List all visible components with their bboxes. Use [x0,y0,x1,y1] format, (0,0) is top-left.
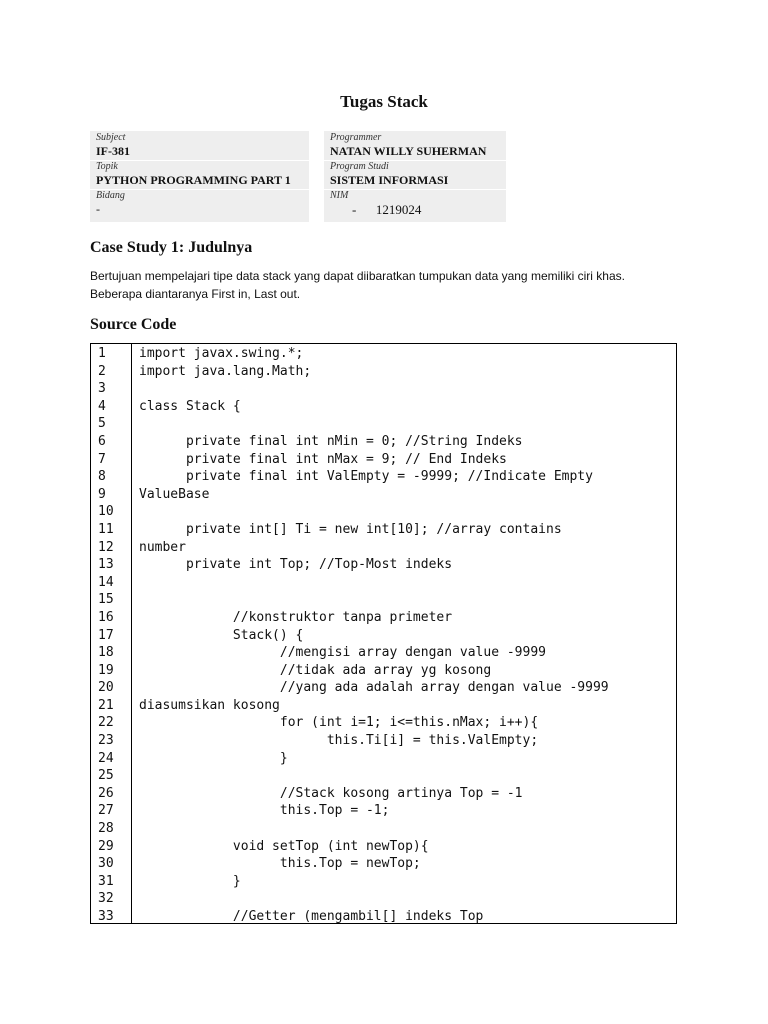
line-number: 3 [98,381,106,397]
line-number: 13 [98,557,114,573]
line-number: 32 [98,891,114,907]
bidang-value: - [96,202,100,216]
code-line: Stack() { [139,627,304,643]
line-number: 18 [98,645,114,661]
subject-cell [90,131,309,161]
line-number: 25 [98,768,114,784]
code-column-divider [131,344,132,923]
code-line: //konstruktor tanpa primeter [139,609,453,625]
line-number: 2 [98,363,106,379]
line-number: 4 [98,398,106,414]
info-block-right [324,131,506,222]
line-number: 5 [98,416,106,432]
bidang-cell [90,190,309,221]
divider [90,160,309,161]
line-number: 9 [98,486,106,502]
line-number: 22 [98,715,114,731]
page-title: Tugas Stack [340,92,428,111]
code-line [139,503,675,521]
code-line: class Stack { [139,398,241,414]
divider [90,189,309,190]
code-line: void setTop (int newTop){ [139,838,429,854]
line-number: 7 [98,451,106,467]
line-number: 33 [98,909,114,924]
code-line [139,890,675,908]
line-number: 12 [98,539,114,555]
programmer-value: NATAN WILLY SUHERMAN [330,144,487,158]
prodi-label: Program Studi [330,161,389,172]
code-line: this.Top = newTop; [139,856,421,872]
code-line: private final int nMax = 9; // End Indeks [139,451,507,467]
line-number: 23 [98,733,114,749]
topik-label: Topik [96,161,118,172]
line-number: 29 [98,838,114,854]
code-line: this.Ti[i] = this.ValEmpty; [139,733,539,749]
line-number: 1 [98,346,106,361]
code-line [139,767,675,785]
code-line [139,415,675,433]
programmer-cell [324,131,506,161]
nim-cell [324,190,506,221]
line-number: 16 [98,609,114,625]
line-number: 26 [98,785,114,801]
code-line: private final int ValEmpty = -9999; //Indicate Empty [139,469,593,485]
line-number-column [98,345,128,926]
programmer-label: Programmer [330,132,382,143]
code-listing [90,343,677,924]
line-number: 30 [98,856,114,872]
divider [324,189,506,190]
subject-value: IF-381 [96,144,130,158]
case-study-text-line: Bertujuan mempelajari tipe data stack yang dapat diibaratkan tumpukan data yang memiliki ciri khas. [90,269,625,283]
line-number: 8 [98,469,106,485]
line-number: 17 [98,627,114,643]
source-code-heading: Source Code [90,316,177,333]
code-line: } [139,750,288,766]
info-block-left [90,131,309,222]
line-number: 19 [98,662,114,678]
line-number: 10 [98,504,114,520]
code-line [139,574,675,592]
topik-cell [90,161,309,190]
code-line: for (int i=1; i<=this.nMax; i++){ [139,715,539,731]
topik-value: PYTHON PROGRAMMING PART 1 [96,173,291,187]
line-number: 21 [98,697,114,713]
code-line: //mengisi array dengan value -9999 [139,645,546,661]
line-number: 15 [98,592,114,608]
code-line: } [139,873,241,889]
code-line: number [139,539,186,555]
code-line [139,820,675,838]
line-number: 27 [98,803,114,819]
case-study-text-line: Beberapa diantaranya First in, Last out. [90,287,301,301]
code-line: import javax.swing.*; [139,346,304,361]
line-number: 11 [98,521,114,537]
code-line: //Getter (mengambil[] indeks Top [139,909,484,924]
line-number: 14 [98,574,114,590]
divider [324,160,506,161]
code-line: this.Top = -1; [139,803,390,819]
case-study-description [90,267,690,303]
code-line: private int[] Ti = new int[10]; //array contains [139,521,562,537]
code-line: //yang ada adalah array dengan value -9999 [139,680,609,696]
line-number: 24 [98,750,114,766]
code-line: private final int nMin = 0; //String Indeks [139,433,523,449]
line-number: 6 [98,433,106,449]
nim-value: - 1219024 [352,202,422,217]
line-number: 28 [98,821,114,837]
code-line [139,380,675,398]
code-column [139,345,675,926]
code-line: //Stack kosong artinya Top = -1 [139,785,523,801]
code-line [139,591,675,609]
code-line: //tidak ada array yg kosong [139,662,492,678]
code-line: ValueBase [139,486,210,502]
line-number: 20 [98,680,114,696]
subject-label: Subject [96,132,126,143]
nim-label: NIM [330,190,349,201]
line-number: 31 [98,873,114,889]
bidang-label: Bidang [96,190,125,201]
code-line: import java.lang.Math; [139,363,312,379]
case-study-heading: Case Study 1: Judulnya [90,239,253,256]
code-line: diasumsikan kosong [139,697,280,713]
prodi-value: SISTEM INFORMASI [330,173,449,187]
prodi-cell [324,161,506,190]
code-line: private int Top; //Top-Most indeks [139,557,453,573]
